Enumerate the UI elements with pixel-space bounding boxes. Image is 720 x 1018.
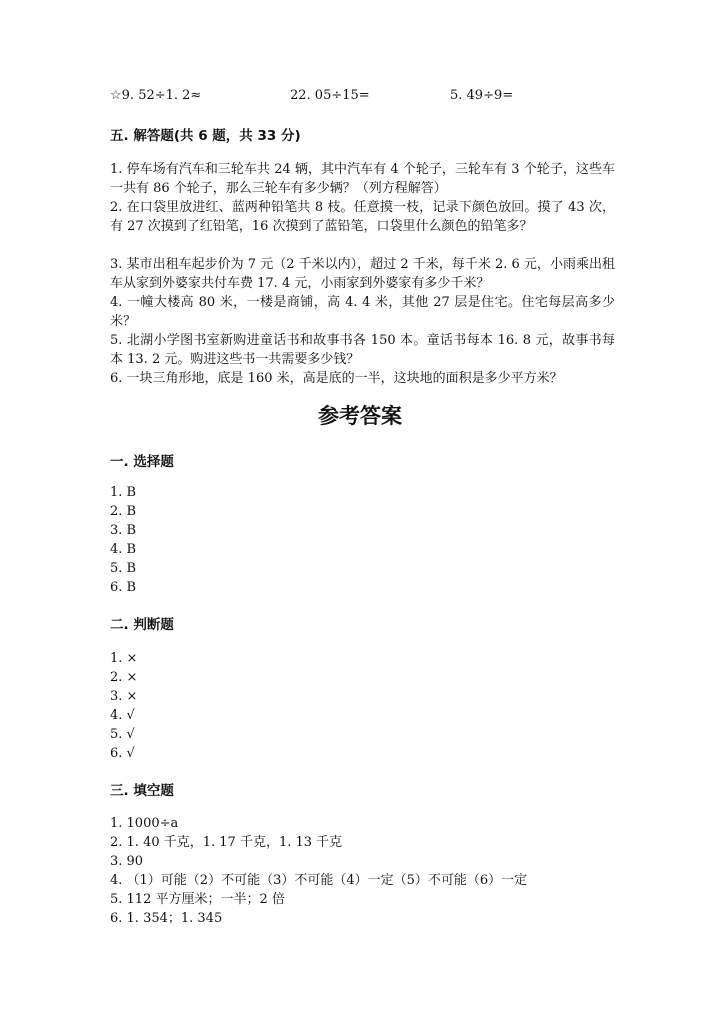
choice-answer: 6. B xyxy=(110,580,137,595)
fill-answer: 5. 112 平方厘米；一半；2 倍 xyxy=(110,892,285,907)
choice-answer: 5. B xyxy=(110,561,137,576)
choice-answer: 2. B xyxy=(110,504,137,519)
fill-answer: 1. 1000÷a xyxy=(110,816,179,831)
question-1: 1. 停车场有汽车和三轮车共 24 辆，其中汽车有 4 个轮子，三轮车有 3 个轮子，这些车一共有 86 个轮子，那么三轮车有多少辆？（列方程解答） xyxy=(110,162,615,196)
fill-answer: 2. 1. 40 千克，1. 17 千克，1. 13 千克 xyxy=(110,835,343,850)
question-3: 3. 某市出租车起步价为 7 元（2 千米以内），超过 2 千米，每千米 2. 6 元，小雨乘出租车从家到外婆家共付车费 17. 4 元，小雨家到外婆家有多少千米？ xyxy=(110,257,615,291)
calc-item: 5. 49÷9= xyxy=(450,88,514,103)
judge-heading: 二. 判断题 xyxy=(110,617,174,633)
calc-item: ☆9. 52÷1. 2≈ xyxy=(110,88,202,103)
judge-answer: 5. √ xyxy=(110,727,135,742)
choice-answer: 1. B xyxy=(110,485,137,500)
calc-item: 22. 05÷15= xyxy=(290,88,370,103)
question-5: 5. 北湖小学图书室新购进童话书和故事书各 150 本。童话书每本 16. 8 元，故事书每本 13. 2 元。购进这些书一共需要多少钱？ xyxy=(110,333,615,367)
fill-answer: 6. 1. 354；1. 345 xyxy=(110,911,223,926)
fill-answer: 3. 90 xyxy=(110,854,144,869)
choice-answer: 4. B xyxy=(110,542,137,557)
question-6: 6. 一块三角形地，底是 160 米，高是底的一半，这块地的面积是多少平方米？ xyxy=(110,371,563,386)
question-2: 2. 在口袋里放进红、蓝两种铅笔共 8 枝。任意摸一枝，记录下颜色放回。摸了 43 次，有 27 次摸到了红铅笔，16 次摸到了蓝铅笔，口袋里什么颜色的铅笔多？ xyxy=(110,200,615,234)
section5-heading: 五. 解答题(共 6 题，共 33 分) xyxy=(110,128,301,144)
answer-title: 参考答案 xyxy=(318,404,402,428)
fill-answer: 4. （1）可能（2）不可能（3）不可能（4）一定（5）不可能（6）一定 xyxy=(110,873,528,888)
judge-answer: 6. √ xyxy=(110,746,135,761)
judge-answer: 3. × xyxy=(110,689,138,704)
judge-answer: 1. × xyxy=(110,651,138,666)
fill-heading: 三. 填空题 xyxy=(110,783,174,799)
judge-answer: 4. √ xyxy=(110,708,135,723)
choice-answer: 3. B xyxy=(110,523,137,538)
choice-heading: 一. 选择题 xyxy=(110,454,174,470)
judge-answer: 2. × xyxy=(110,670,138,685)
question-4: 4. 一幢大楼高 80 米，一楼是商铺，高 4. 4 米，其他 27 层是住宅。住宅每层高多少米？ xyxy=(110,295,615,329)
